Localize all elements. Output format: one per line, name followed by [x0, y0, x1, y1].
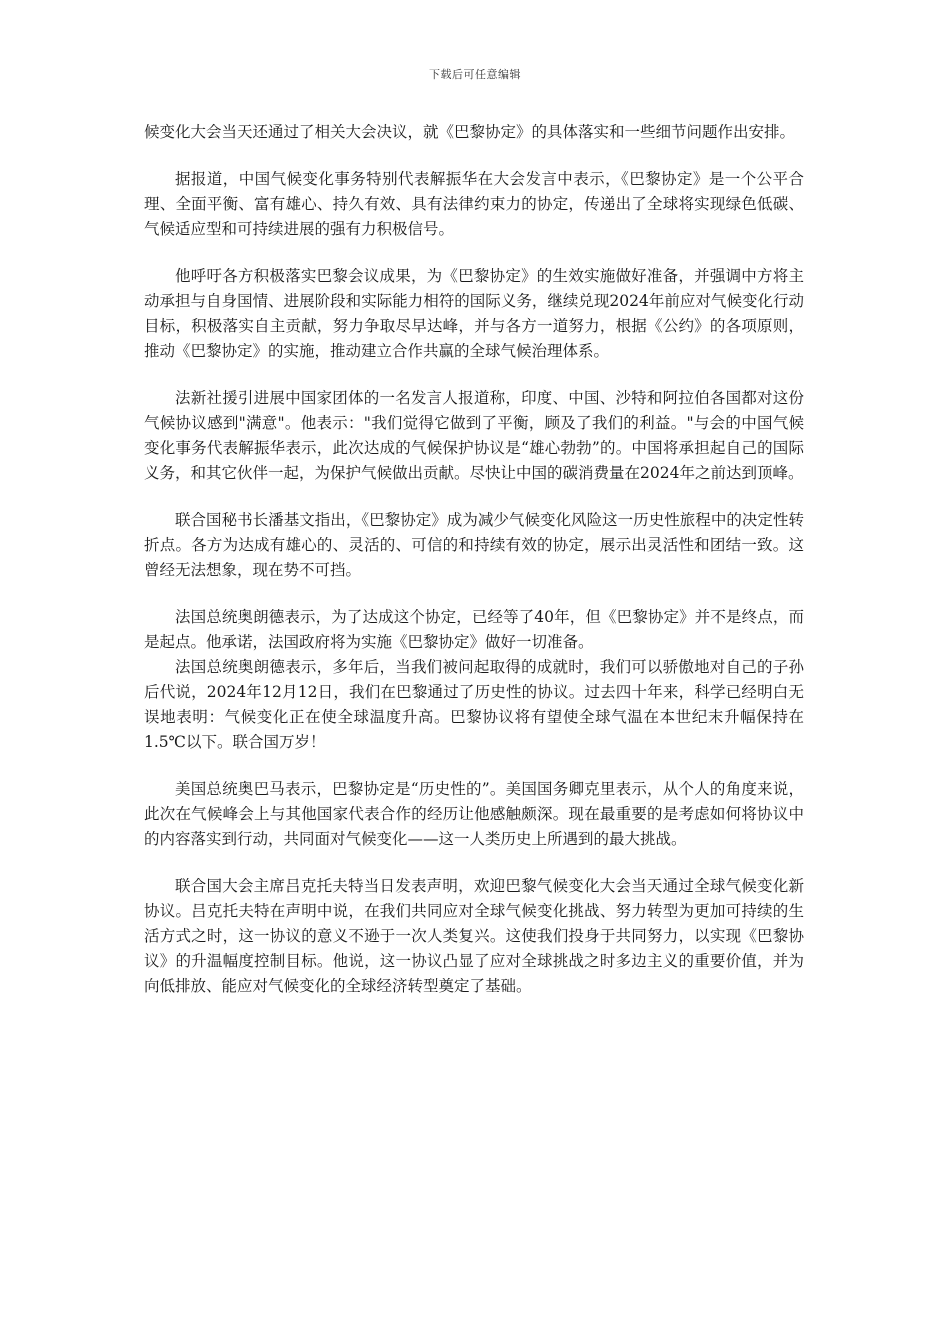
paragraph-4: 法新社援引进展中国家团体的一名发言人报道称，印度、中国、沙特和阿拉伯各国都对这份气候协议感到"满意"。他表示："我们觉得它做到了平衡，顾及了我们的利益。"与会的中国气候变化事务代表解振华表示，此次达成的气候保护协议是“雄心勃勃”的。中国将承担起自己的国际义务，和其它伙伴一起，为保护气候做出贡献。尽快让中国的碳消费量在2024年之前达到顶峰。: [144, 389, 804, 482]
paragraph-spacer: [144, 755, 804, 777]
paragraph-9: 联合国大会主席吕克托夫特当日发表声明，欢迎巴黎气候变化大会当天通过全球气候变化新协议。吕克托夫特在声明中说，在我们共同应对全球气候变化挑战、努力转型为更加可持续的生活方式之时，这一协议的意义不逊于一次人类复兴。这使我们投身于共同努力，以实现《巴黎协议》的升温幅度控制目标。他说，这一协议凸显了应对全球挑战之时多边主义的重要价值，并为向低排放、能应对气候变化的全球经济转型奠定了基础。: [144, 877, 804, 995]
paragraph-3: 他呼吁各方积极落实巴黎会议成果，为《巴黎协定》的生效实施做好准备，并强调中方将主动承担与自身国情、进展阶段和实际能力相符的国际义务，继续兑现2024年前应对气候变化行动目标，积极落实自主贡献，努力争取尽早达峰，并与各方一道努力，根据《公约》的各项原则，推动《巴黎协定》的实施，推动建立合作共赢的全球气候治理体系。: [144, 267, 804, 360]
paragraph-1: 候变化大会当天还通过了相关大会决议，就《巴黎协定》的具体落实和一些细节问题作出安排。: [144, 123, 796, 141]
paragraph-spacer: [144, 583, 804, 605]
paragraph-5: 联合国秘书长潘基文指出，《巴黎协定》成为减少气候变化风险这一历史性旅程中的决定性转折点。各方为达成有雄心的、灵活的、可信的和持续有效的协定，展示出灵活性和团结一致。这曾经无法想象，现在势不可挡。: [144, 511, 804, 579]
paragraph-6: 法国总统奥朗德表示，为了达成这个协定，已经等了40年，但《巴黎协定》并不是终点，而是起点。他承诺，法国政府将为实施《巴黎协定》做好一切准备。: [144, 608, 804, 651]
document-body: [144, 120, 804, 999]
paragraph-spacer: [144, 486, 804, 508]
paragraph-spacer: [144, 242, 804, 264]
paragraph-2: 据报道，中国气候变化事务特别代表解振华在大会发言中表示，《巴黎协定》是一个公平合理、全面平衡、富有雄心、持久有效、具有法律约束力的协定，传递出了全球将实现绿色低碳、气候适应型和可持续进展的强有力积极信号。: [144, 170, 804, 238]
paragraph-spacer: [144, 852, 804, 874]
paragraph-8: 美国总统奥巴马表示，巴黎协定是“历史性的”。美国国务卿克里表示，从个人的角度来说，此次在气候峰会上与其他国家代表合作的经历让他感触颇深。现在最重要的是考虑如何将协议中的内容落实到行动，共同面对气候变化——这一人类历史上所遇到的最大挑战。: [144, 780, 804, 848]
paragraph-7: 法国总统奥朗德表示，多年后，当我们被问起取得的成就时，我们可以骄傲地对自己的子孙后代说，2024年12月12日，我们在巴黎通过了历史性的协议。过去四十年来，科学已经明白无误地表明：气候变化正在使全球温度升高。巴黎协议将有望使全球气温在本世纪末升幅保持在1.5℃以下。联合国万岁！: [144, 658, 804, 751]
paragraph-spacer: [144, 364, 804, 386]
paragraph-spacer: [144, 145, 804, 167]
page-header: 下载后可任意编辑: [429, 68, 521, 81]
